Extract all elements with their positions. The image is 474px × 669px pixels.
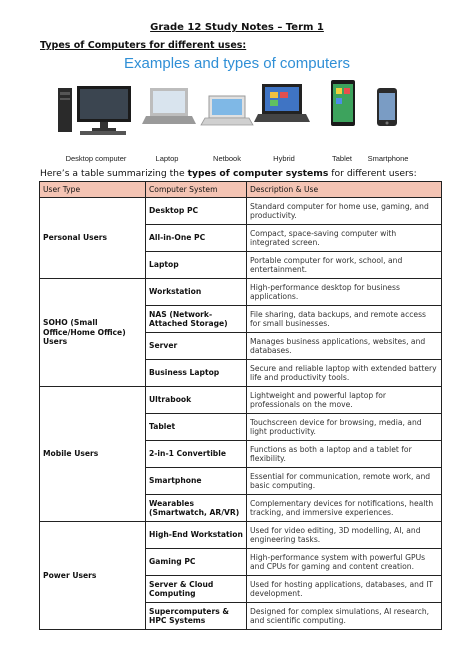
table-body — [40, 198, 442, 630]
device-label-hybrid: Hybrid — [273, 154, 295, 163]
description-cell: Compact, space-saving computer with integrated screen. — [247, 225, 442, 252]
device-label-laptop: Laptop — [155, 154, 179, 163]
description-cell: Essential for communication, remote work, and basic computing. — [247, 468, 442, 495]
netbook-image — [201, 96, 253, 125]
computer-system-cell: NAS (Network-Attached Storage) — [146, 306, 247, 333]
description-cell: Used for video editing, 3D modelling, AI, and engineering tasks. — [247, 522, 442, 549]
description-cell: Standard computer for home use, gaming, and productivity. — [247, 198, 442, 225]
computer-system-cell: Tablet — [146, 414, 247, 441]
smartphone-image — [377, 88, 397, 126]
table-row — [40, 198, 442, 225]
description-cell: Designed for complex simulations, AI research, and scientific computing. — [247, 603, 442, 630]
description-cell: High-performance desktop for business applications. — [247, 279, 442, 306]
header-user-type: User Type — [40, 182, 146, 198]
computer-system-cell: Smartphone — [146, 468, 247, 495]
description-cell: Used for hosting applications, databases, and IT development. — [247, 576, 442, 603]
description-cell: Manages business applications, websites, and databases. — [247, 333, 442, 360]
laptop-image — [142, 88, 196, 124]
table-row — [40, 522, 442, 549]
table-header-row — [40, 182, 442, 198]
figure-banner: Examples and types of computers — [124, 55, 350, 72]
description-cell: Lightweight and powerful laptop for professionals on the move. — [247, 387, 442, 414]
user-type-cell: Personal Users — [40, 198, 146, 279]
description-cell: Secure and reliable laptop with extended battery life and productivity tools. — [247, 360, 442, 387]
computer-system-cell: 2-in-1 Convertible — [146, 441, 247, 468]
description-cell: Touchscreen device for browsing, media, and light productivity. — [247, 414, 442, 441]
header-computer-system: Computer System — [146, 182, 247, 198]
device-label-desktop: Desktop computer — [65, 154, 127, 163]
computer-system-cell: Server & Cloud Computing — [146, 576, 247, 603]
user-type-cell: Mobile Users — [40, 387, 146, 522]
user-type-cell: SOHO (Small Office/Home Office) Users — [40, 279, 146, 387]
section-subtitle: Types of Computers for different uses: — [40, 40, 247, 51]
computer-systems-table — [39, 181, 442, 630]
computer-system-cell: Ultrabook — [146, 387, 247, 414]
computer-system-cell: All-in-One PC — [146, 225, 247, 252]
computer-system-cell: Workstation — [146, 279, 247, 306]
computer-system-cell: Server — [146, 333, 247, 360]
hybrid-image — [254, 84, 310, 122]
computer-system-cell: High-End Workstation — [146, 522, 247, 549]
tablet-image — [331, 80, 355, 126]
user-type-cell: Power Users — [40, 522, 146, 630]
computer-system-cell: Laptop — [146, 252, 247, 279]
description-cell: High-performance system with powerful GPUs and CPUs for gaming and content creation. — [247, 549, 442, 576]
document-title: Grade 12 Study Notes – Term 1 — [150, 22, 324, 33]
intro-text-start: Here’s a table summarizing the — [40, 168, 188, 179]
table-row — [40, 387, 442, 414]
computer-system-cell: Desktop PC — [146, 198, 247, 225]
description-cell: File sharing, data backups, and remote access for small businesses. — [247, 306, 442, 333]
intro-text-end: for different users: — [328, 168, 417, 179]
intro-sentence — [40, 168, 417, 179]
header-description: Description & Use — [247, 182, 442, 198]
computer-system-cell: Business Laptop — [146, 360, 247, 387]
computer-system-cell: Supercomputers & HPC Systems — [146, 603, 247, 630]
description-cell: Complementary devices for notifications, health tracking, and immersive experiences. — [247, 495, 442, 522]
device-label-tablet: Tablet — [331, 154, 353, 163]
desktop-computer-image — [58, 86, 131, 135]
description-cell: Functions as both a laptop and a tablet for flexibility. — [247, 441, 442, 468]
computer-system-cell: Wearables (Smartwatch, AR/VR) — [146, 495, 247, 522]
device-label-netbook: Netbook — [213, 154, 241, 163]
table-row — [40, 279, 442, 306]
description-cell: Portable computer for work, school, and entertainment. — [247, 252, 442, 279]
computer-system-cell: Gaming PC — [146, 549, 247, 576]
device-label-smartphone: Smartphone — [367, 154, 409, 163]
intro-text-bold: types of computer systems — [187, 168, 329, 179]
